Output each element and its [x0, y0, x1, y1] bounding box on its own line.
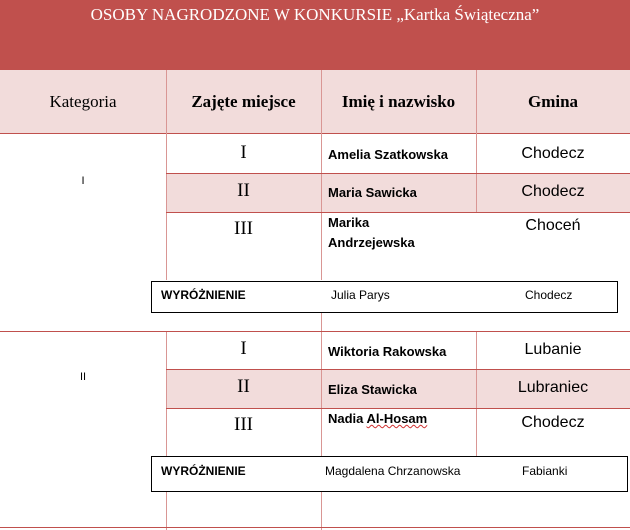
commune-cell: Choceń	[525, 217, 581, 234]
commune-cell: Lubraniec	[517, 379, 589, 396]
divider	[166, 173, 630, 174]
distinction-commune: Fabianki	[522, 464, 568, 478]
commune-cell: Chodecz	[521, 414, 585, 431]
place-cell: I	[240, 142, 247, 163]
divider	[166, 70, 167, 134]
header-category: Kategoria	[49, 92, 117, 111]
winner-name: Eliza Stawicka	[328, 382, 417, 397]
header-commune: Gmina	[527, 92, 579, 111]
table-bottom	[0, 527, 630, 528]
distinction-label: WYRÓŻNIENIE	[161, 288, 246, 302]
place-cell: I	[240, 338, 247, 359]
winner-name: Maria Sawicka	[328, 185, 417, 200]
divider	[166, 492, 167, 530]
place-cell: II	[237, 180, 250, 201]
divider	[321, 70, 322, 134]
place-cell: II	[237, 376, 250, 397]
distinction-name: Magdalena Chrzanowska	[325, 464, 461, 478]
group-divider	[0, 331, 630, 332]
divider	[166, 369, 630, 370]
divider	[321, 332, 322, 456]
divider	[321, 492, 322, 530]
header-name: Imię i nazwisko	[341, 92, 456, 111]
category-label: I	[81, 175, 85, 187]
winner-name: Nadia Al-Hosam	[328, 411, 428, 426]
winner-name: Marika Andrzejewska	[328, 215, 415, 250]
table-title: OSOBY NAGRODZONE W KONKURSIE „Kartka Świąteczna”	[90, 5, 540, 24]
commune-cell: Chodecz	[521, 145, 585, 162]
divider	[476, 70, 477, 134]
commune-cell: Chodecz	[521, 183, 585, 200]
category-label: II	[79, 371, 87, 383]
divider	[321, 312, 322, 332]
divider	[321, 134, 322, 280]
distinction-commune: Chodecz	[525, 288, 573, 302]
header-place: Zajęte miejsce	[191, 92, 296, 111]
commune-cell: Lubanie	[524, 341, 582, 358]
winner-name: Amelia Szatkowska	[328, 147, 448, 162]
winner-name: Wiktoria Rakowska	[328, 344, 447, 359]
distinction-label: WYRÓŻNIENIE	[161, 464, 246, 478]
place-cell: III	[234, 218, 253, 239]
place-cell: III	[234, 414, 253, 435]
distinction-name: Julia Parys	[331, 288, 390, 302]
